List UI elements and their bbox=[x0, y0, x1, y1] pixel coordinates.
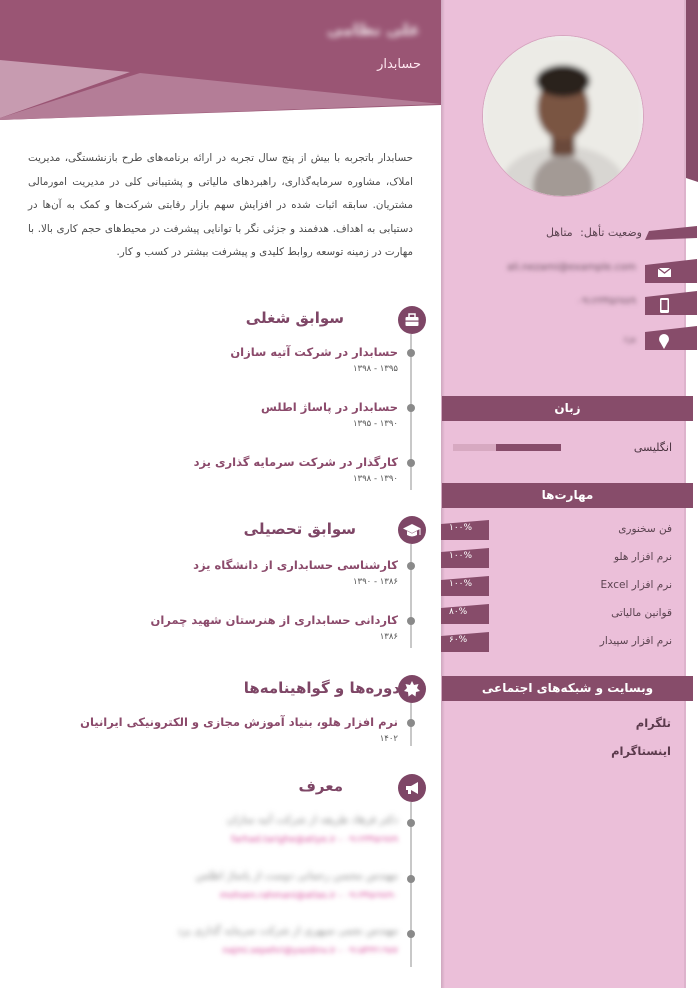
social-telegram[interactable]: تلگرام bbox=[635, 716, 671, 730]
contact-address-text: یزد bbox=[623, 333, 636, 344]
marital-ribbon bbox=[645, 226, 697, 242]
about-paragraph: حسابدار باتجربه با بیش از پنج سال تجربه در ارائه برنامه‌های طرح بازنشستگی، مدیریت املاک، مشاوره سرمایه‌گذاری، راهبردهای مالیاتی و پشتیبانی کلی در مدیریت امورمالی مشتریان. سابقه اثبات شده در افزایش سهم بازار رقابتی شرکت‌ها و کمک به آن‌ها در دستیابی به اهداف. هدفمند و جزئی نگر با توانایی پیشرفت در محیط‌های حجم کاری بالا. با مهارت در زمینه توسعه روابط کلیدی و پیشرفت بیشتر در کسب و کار. bbox=[28, 152, 413, 258]
skill-row bbox=[441, 632, 686, 652]
timeline-line bbox=[410, 544, 412, 648]
envelope-icon bbox=[645, 259, 697, 283]
work-heading: سوابق شغلی bbox=[245, 309, 344, 327]
person-name: علی نظامی bbox=[327, 20, 420, 39]
timeline-dot bbox=[407, 459, 415, 467]
certificate-icon bbox=[398, 675, 426, 703]
skill-percent: ۸۰% bbox=[449, 607, 468, 617]
skill-name: قوانین مالیاتی bbox=[611, 607, 672, 619]
timeline-dot bbox=[407, 930, 415, 938]
skill-percent: ۱۰۰% bbox=[449, 551, 473, 561]
skill-name: نرم افزار Excel bbox=[600, 579, 672, 591]
skill-percent: ۶۰% bbox=[449, 635, 468, 645]
work-item-title: حسابدار در پاساژ اطلس bbox=[261, 400, 398, 414]
social-instagram[interactable]: اینستاگرام bbox=[611, 744, 671, 758]
contact-phone-text: ۰۹۱۲۳۴۵۶۷۸۹ bbox=[576, 296, 636, 307]
work-item-date: ۱۳۹۰ - ۱۳۹۵ bbox=[352, 419, 398, 429]
profile-photo bbox=[483, 36, 643, 196]
language-level-fill bbox=[496, 444, 561, 451]
education-item-title: کاردانی حسابداری از هنرستان شهید چمران bbox=[150, 613, 398, 627]
skills-heading: مهارت‌ها bbox=[442, 483, 693, 508]
reference-contact: farhad.tarighe@atiye.ir - ۰۹۱۲۳۴۵۶۷۸۹ bbox=[231, 835, 398, 845]
education-heading: سوابق تحصیلی bbox=[243, 520, 356, 538]
references-heading: معرف bbox=[298, 777, 343, 795]
reference-name: مهندس محسن رحمانی دوست از پاساژ اطلس bbox=[195, 870, 398, 882]
social-heading: وبسایت و شبکه‌های اجتماعی bbox=[442, 676, 693, 701]
timeline-dot bbox=[407, 875, 415, 883]
skill-percent: ۱۰۰% bbox=[449, 523, 473, 533]
course-item-title: نرم افزار هلو، بنیاد آموزش مجازی و الکترونیکی ایرانیان bbox=[80, 715, 398, 729]
contact-email-text: ali.nezami@example.com bbox=[507, 262, 636, 273]
skill-name: نرم افزار هلو bbox=[613, 551, 672, 563]
map-pin-icon bbox=[645, 326, 697, 350]
skill-row bbox=[441, 576, 686, 596]
briefcase-icon bbox=[398, 306, 426, 334]
education-item-title: کارشناسی حسابداری از دانشگاه یزد bbox=[193, 558, 398, 572]
reference-contact: najmi.sepehri@yazdinv.ir - ۰۹۱۵۴۳۲۱۹۸۷ bbox=[222, 946, 398, 956]
reference-contact: mohsen.rahmani@atlas.ir - ۰۹۱۳۴۵۶۷۸۹۰ bbox=[219, 891, 398, 901]
marital-status bbox=[546, 226, 642, 239]
timeline-dot bbox=[407, 617, 415, 625]
graduation-cap-icon bbox=[398, 516, 426, 544]
language-heading: زبان bbox=[442, 396, 693, 421]
skill-name: فن سخنوری bbox=[618, 523, 672, 535]
courses-heading: دوره‌ها و گواهینامه‌ها bbox=[243, 679, 400, 697]
skill-name: نرم افزار سپیدار bbox=[599, 635, 672, 647]
work-item-title: کارگذار در شرکت سرمایه گذاری یزد bbox=[193, 455, 398, 469]
megaphone-icon bbox=[398, 774, 426, 802]
skill-row bbox=[441, 520, 686, 540]
work-item-date: ۱۳۹۰ - ۱۳۹۸ bbox=[352, 474, 398, 484]
skill-row bbox=[441, 604, 686, 624]
timeline-dot bbox=[407, 719, 415, 727]
timeline-dot bbox=[407, 349, 415, 357]
language-name: انگلیسی bbox=[633, 441, 672, 454]
course-item-date: ۱۴۰۲ bbox=[379, 734, 398, 744]
skill-percent: ۱۰۰% bbox=[449, 579, 473, 589]
reference-name: مهندس نجمی سپهری از شرکت سرمایه گذاری یزد bbox=[177, 925, 398, 937]
marital-value: متاهل bbox=[545, 226, 573, 239]
timeline-dot bbox=[407, 819, 415, 827]
education-item-date: ۱۳۸۶ - ۱۳۹۰ bbox=[352, 577, 398, 587]
reference-name: دکتر فرهاد طریقه از شرکت آتیه سازان bbox=[226, 814, 398, 826]
work-item-title: حسابدار در شرکت آتیه سازان bbox=[230, 345, 398, 359]
marital-label: وضعیت تأهل: bbox=[580, 226, 642, 239]
work-item-date: ۱۳۹۵ - ۱۳۹۸ bbox=[352, 364, 398, 374]
mobile-phone-icon bbox=[645, 291, 697, 315]
education-item-date: ۱۳۸۶ bbox=[379, 632, 398, 642]
timeline-dot bbox=[407, 562, 415, 570]
skill-row bbox=[441, 548, 686, 568]
job-title: حسابدار bbox=[377, 57, 421, 72]
timeline-dot bbox=[407, 404, 415, 412]
